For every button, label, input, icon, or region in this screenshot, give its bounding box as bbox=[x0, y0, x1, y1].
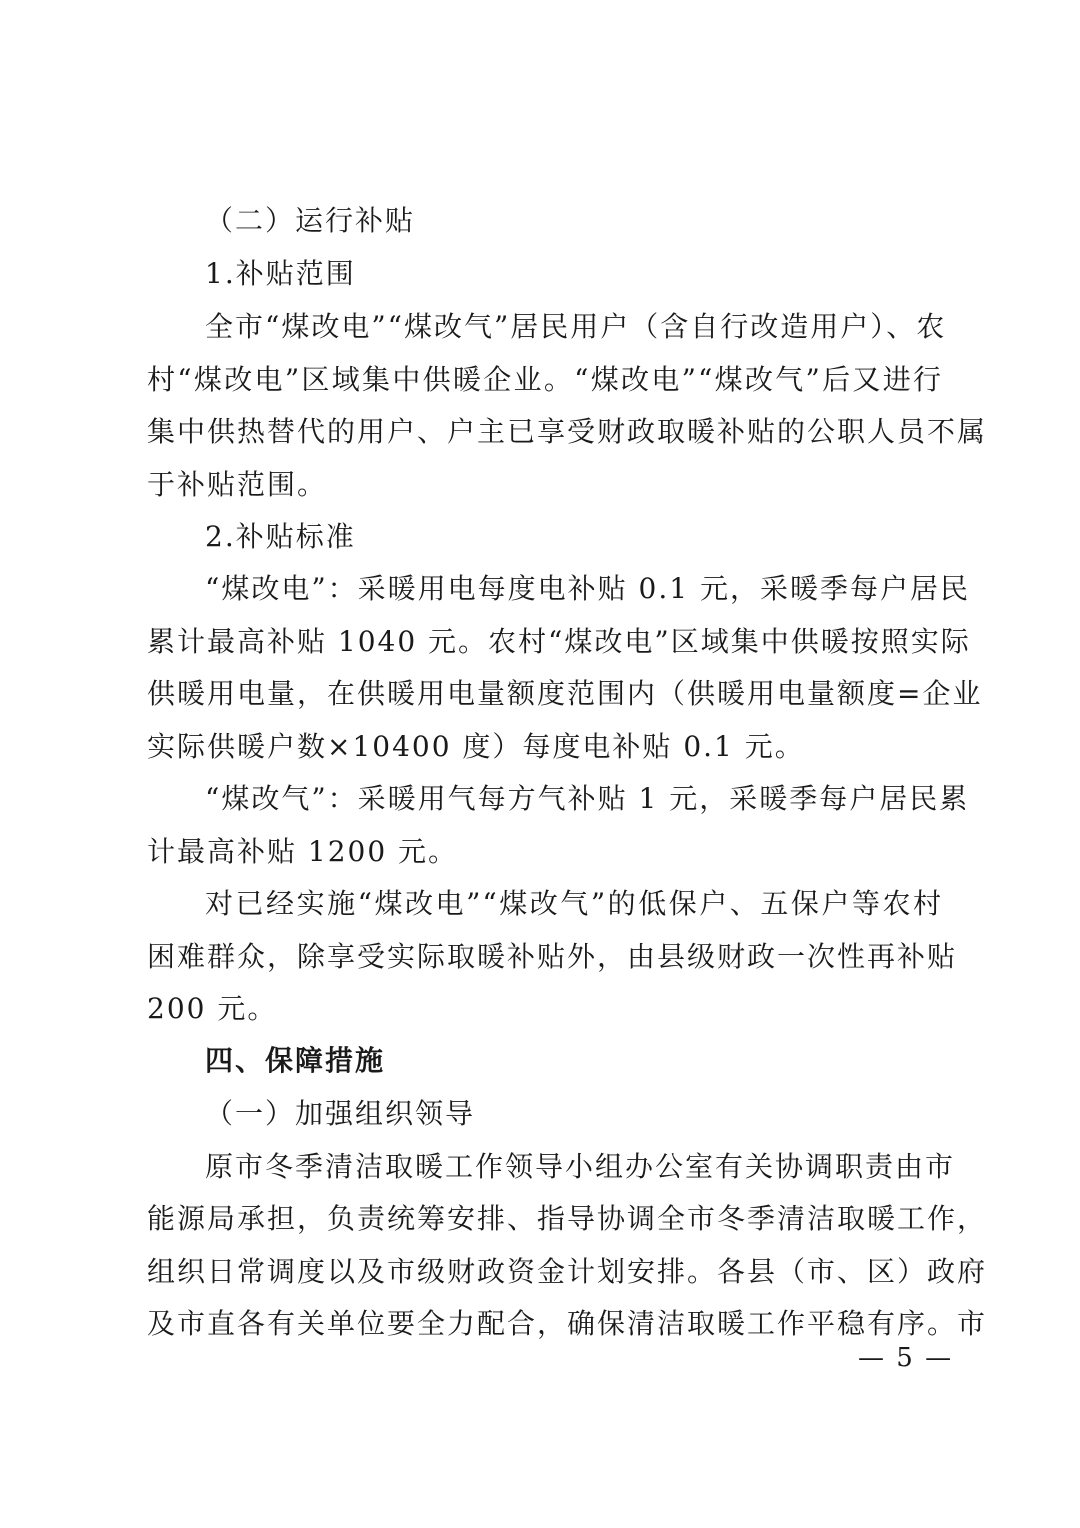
paragraph-line: 200 元。 bbox=[147, 992, 278, 1025]
paragraph-line: 供暖用电量，在供暖用电量额度范围内（供暖用电量额度=企业 bbox=[147, 677, 983, 710]
subheading-subsidy-scope: 1.补贴范围 bbox=[205, 257, 356, 290]
paragraph-line: 组织日常调度以及市级财政资金计划安排。各县（市、区）政府 bbox=[147, 1255, 988, 1288]
page-number: — 5 — bbox=[858, 1343, 954, 1373]
paragraph-line: 实际供暖户数×10400 度）每度电补贴 0.1 元。 bbox=[147, 730, 805, 763]
paragraph-line: 及市直各有关单位要全力配合，确保清洁取暖工作平稳有序。市 bbox=[147, 1307, 988, 1340]
section-heading-safeguard-measures: 四、保障措施 bbox=[205, 1044, 386, 1077]
section-heading-organizational-leadership: （一）加强组织领导 bbox=[205, 1097, 476, 1130]
section-heading-operating-subsidy: （二）运行补贴 bbox=[205, 204, 416, 237]
paragraph-line: 对已经实施“煤改电”“煤改气”的低保户、五保户等农村 bbox=[205, 887, 943, 920]
paragraph-line: “煤改电”：采暖用电每度电补贴 0.1 元，采暖季每户居民 bbox=[205, 572, 970, 605]
paragraph-line: 累计最高补贴 1040 元。农村“煤改电”区域集中供暖按照实际 bbox=[147, 625, 971, 658]
paragraph-line: 计最高补贴 1200 元。 bbox=[147, 835, 459, 868]
paragraph-line: 村“煤改电”区域集中供暖企业。“煤改电”“煤改气”后又进行 bbox=[147, 363, 943, 396]
paragraph-line: “煤改气”：采暖用气每方气补贴 1 元，采暖季每户居民累 bbox=[205, 782, 970, 815]
paragraph-line: 集中供热替代的用户、户主已享受财政取暖补贴的公职人员不属 bbox=[147, 415, 988, 448]
paragraph-line: 原市冬季清洁取暖工作领导小组办公室有关协调职责由市 bbox=[205, 1150, 956, 1183]
paragraph-line: 能源局承担，负责统筹安排、指导协调全市冬季清洁取暖工作， bbox=[147, 1202, 988, 1235]
paragraph-line: 于补贴范围。 bbox=[147, 468, 328, 501]
paragraph-line: 全市“煤改电”“煤改气”居民用户（含自行改造用户）、农 bbox=[205, 310, 947, 343]
subheading-subsidy-standard: 2.补贴标准 bbox=[205, 520, 356, 553]
paragraph-line: 困难群众，除享受实际取暖补贴外，由县级财政一次性再补贴 bbox=[147, 940, 958, 973]
